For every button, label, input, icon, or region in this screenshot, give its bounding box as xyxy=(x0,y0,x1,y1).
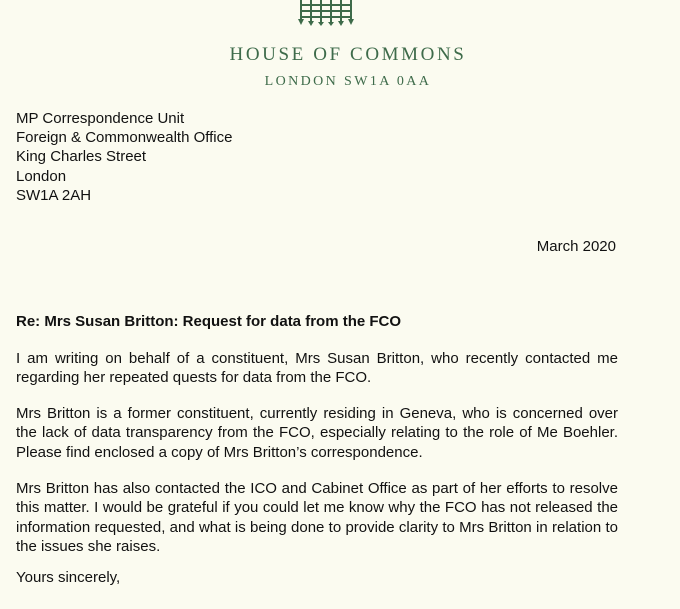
portcullis-icon xyxy=(298,0,358,26)
recipient-line: MP Correspondence Unit xyxy=(16,110,185,127)
recipient-line: King Charles Street xyxy=(16,148,147,166)
body-paragraph-2: Mrs Britton is a former constituent, currently residing in Geneva, who is concerned over the lack of data transparency from the FCO, especially relating to the role of Me Boehler. Please find enclosed a copy of Mrs Britton’s correspondence. xyxy=(16,405,618,461)
recipient-line: London xyxy=(16,167,67,185)
closing-salutation: Yours sincerely, xyxy=(16,569,121,586)
body-paragraph-3: Mrs Britton has also contacted the ICO and Cabinet Office as part of her efforts to resolve this matter. I would be grateful if you could let me know why the FCO has not released the information requested, and what is being done to provide clarity to Mrs Britton in relation to the issues she raises. xyxy=(16,480,618,556)
recipient-line: Foreign & Commonwealth Office xyxy=(16,129,233,147)
body-paragraph-1: I am writing on behalf of a constituent, Mrs Susan Britton, who recently contacted me regarding her repeated quests for data from the FCO. xyxy=(16,350,618,387)
letter-date: March 2020 xyxy=(536,238,616,255)
recipient-address xyxy=(16,109,232,205)
subject-line: Re: Mrs Susan Britton: Request for data from the FCO xyxy=(16,313,402,330)
recipient-line: SW1A 2AH xyxy=(16,186,92,204)
letterhead-title: HOUSE OF COMMONS xyxy=(229,44,467,65)
letterhead-address: LONDON SW1A 0AA xyxy=(264,74,432,89)
